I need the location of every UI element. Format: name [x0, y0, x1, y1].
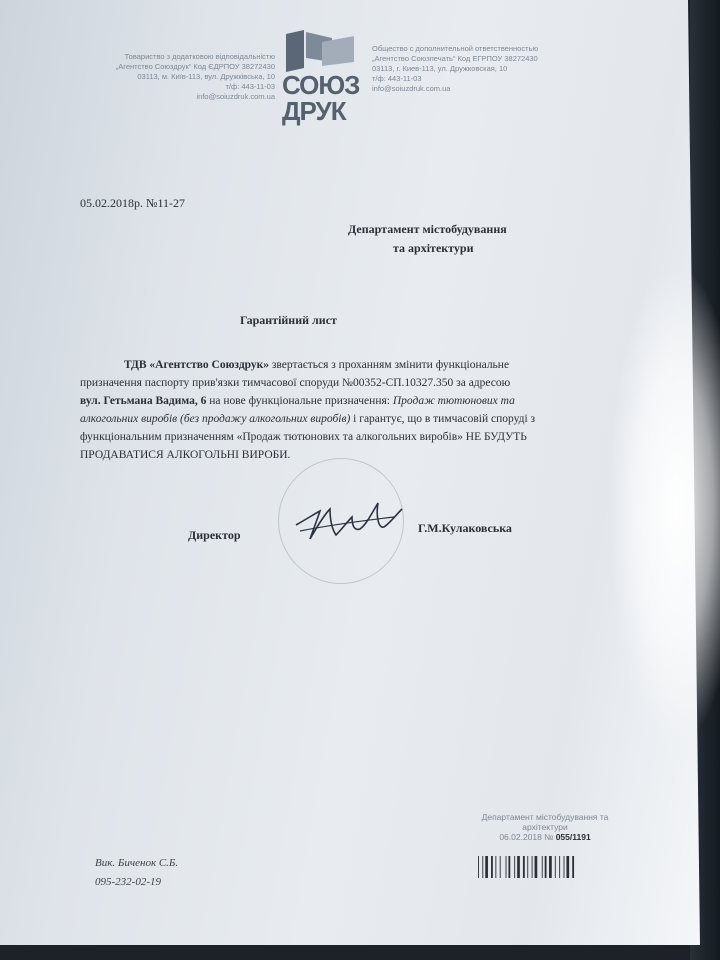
purpose-text: алкогольних виробів (без продажу алкогольних виробів) [80, 413, 351, 425]
body-line: функціональним призначенням «Продаж тютюнових та алкогольних виробів» НЕ БУДУТЬ [80, 431, 527, 443]
header-right-line: „Агентство Союзпечать“ Код ЕГРПОУ 38272430 [372, 54, 538, 63]
registration-date: 06.02.2018 № [499, 832, 556, 842]
barcode-bar [572, 856, 574, 878]
registration-line [455, 832, 635, 842]
barcode-bar [564, 856, 565, 878]
executor-name: Вик. Биченок С.Б. [95, 857, 179, 869]
body-text: звертається з проханням змінити функціональне [269, 359, 510, 371]
header-left-line: „Агентство Союздрук“ Код ЄДРПОУ 38272430 [115, 62, 275, 71]
recipient-line: Департамент містобудування [348, 222, 507, 236]
barcode-bar [506, 856, 507, 878]
body-text: на нове функціональне призначення: [206, 395, 393, 407]
barcode-bar [482, 856, 483, 878]
recipient-line: та архітектури [393, 241, 474, 255]
barcode-bar [549, 856, 552, 878]
signatory-name: Г.М.Кулаковська [418, 521, 512, 535]
barcode-bar [555, 856, 556, 878]
barcode-bar [535, 856, 538, 878]
registration-line: Департамент містобудування та [481, 812, 609, 822]
barcode-bar [491, 856, 493, 878]
letter-body [80, 356, 680, 464]
logo-text-line: СОЮЗ [282, 70, 360, 100]
company-name: ТДВ «Агентство Союздрук» [124, 359, 270, 371]
barcode-bar [478, 856, 479, 878]
barcode-bar [508, 856, 510, 878]
registration-line: архітектури [522, 822, 568, 832]
company-logo [282, 28, 360, 124]
body-line [80, 356, 680, 374]
registration-stamp [455, 812, 635, 842]
handwritten-signature [290, 495, 410, 545]
barcode-bar [485, 856, 488, 878]
header-left-line: Товариство з додатковою відповідальністю [124, 52, 275, 61]
signatory-role: Директор [188, 528, 241, 542]
header-right-line: info@soiuzdruk.com.ua [372, 84, 451, 93]
barcode-bar [559, 856, 560, 878]
barcode [478, 856, 608, 878]
header-left-line: т/ф: 443-11-03 [225, 82, 275, 91]
barcode-bar [517, 856, 520, 878]
registration-number: 055/1191 [555, 832, 591, 842]
header-left-requisites [70, 52, 275, 102]
logo-text-line: ДРУК [282, 96, 346, 126]
purpose-text: Продаж тютюнових та [392, 395, 515, 407]
barcode-bar [527, 856, 528, 878]
barcode-bar [545, 856, 547, 878]
executor-phone: 095-232-02-19 [95, 876, 161, 888]
body-line: призначення паспорту прив'язки тимчасової споруди №00352-СП.10327.350 за адресою [80, 377, 511, 389]
body-line [80, 392, 680, 410]
barcode-bar [500, 856, 501, 878]
body-line: ПРОДАВАТИСЯ АЛКОГОЛЬНІ ВИРОБИ. [80, 449, 291, 461]
barcode-bar [566, 856, 569, 878]
header-right-requisites [372, 44, 602, 94]
flag-icon [282, 28, 358, 72]
outgoing-date-number: 05.02.2018р. №11-27 [80, 196, 185, 210]
barcode-bar [514, 856, 515, 878]
header-left-line: info@soiuzdruk.com.ua [196, 92, 275, 101]
light-glare [610, 270, 720, 740]
body-text: і гарантує, що в тимчасовій споруді з [350, 413, 536, 425]
header-left-line: 03113, м. Київ-113, вул. Дружківська, 10 [137, 72, 275, 81]
address: вул. Гетьмана Вадима, 6 [80, 395, 207, 407]
barcode-bar [495, 856, 496, 878]
body-line [80, 410, 680, 428]
barcode-bar [542, 856, 543, 878]
barcode-bar [532, 856, 533, 878]
barcode-bar [523, 856, 525, 878]
header-right-line: 03113, г. Киев-113, ул. Дружковская, 10 [372, 64, 508, 73]
letter-title: Гарантійний лист [240, 313, 337, 327]
header-right-line: Общество с дополнительной ответственностью [372, 44, 539, 53]
header-right-line: т/ф: 443-11-03 [372, 74, 422, 83]
